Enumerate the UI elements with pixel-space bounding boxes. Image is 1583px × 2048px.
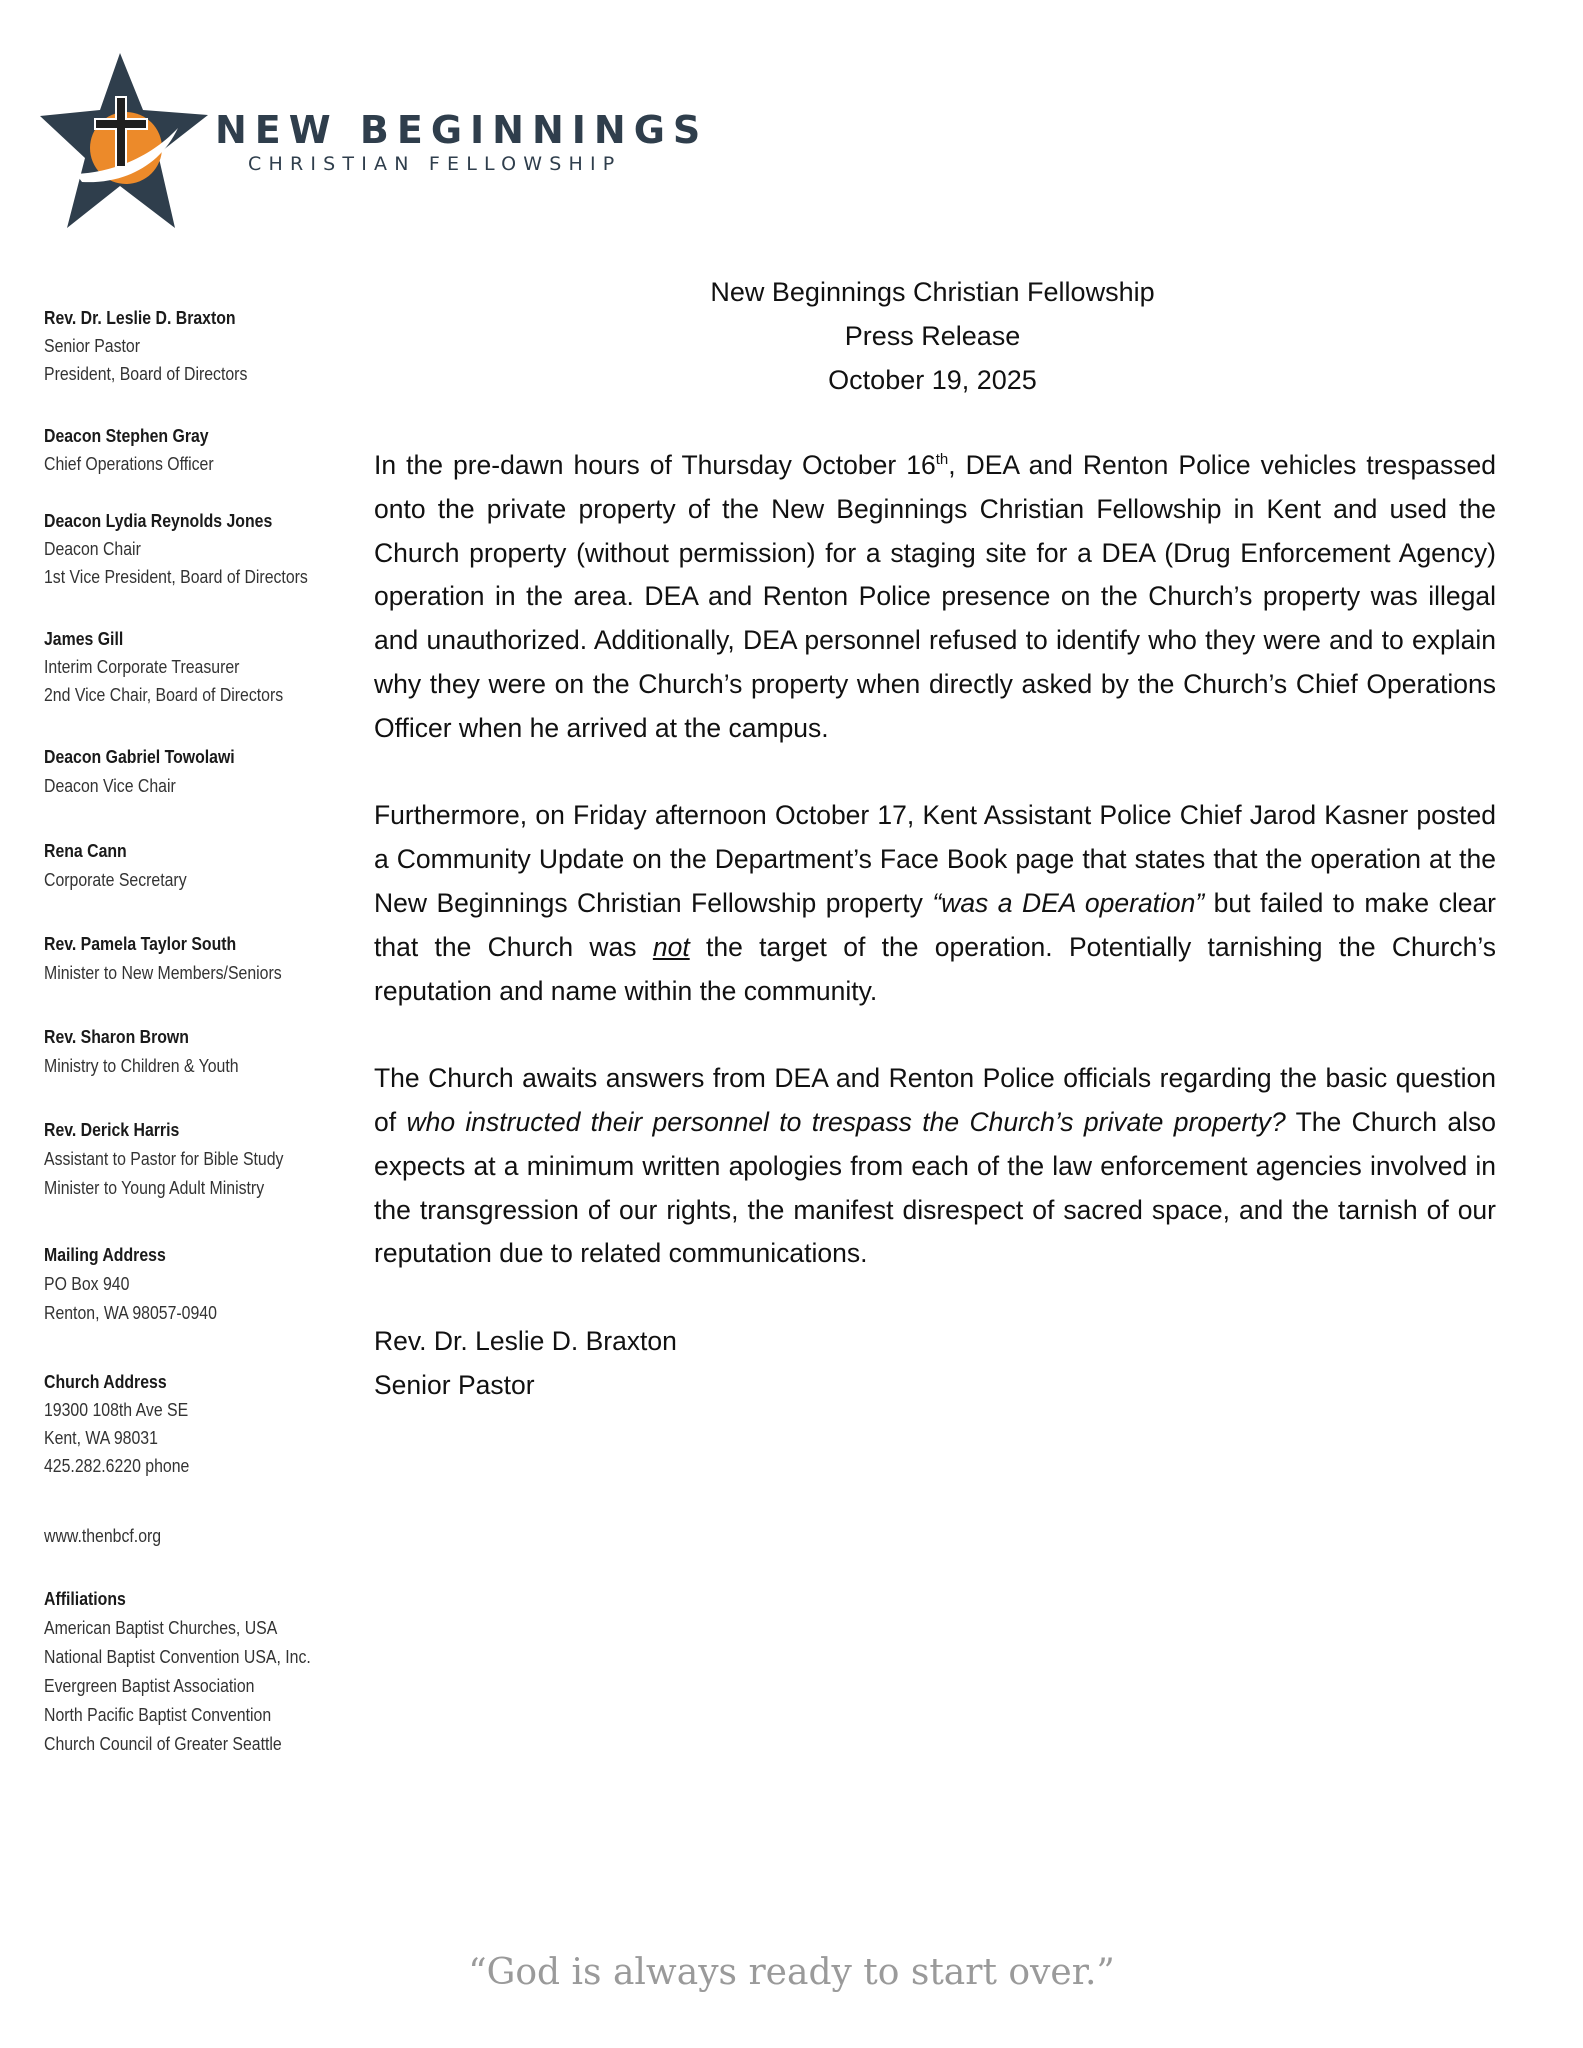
person-role: Minister to Young Adult Ministry xyxy=(44,1178,265,1198)
paragraph-2 xyxy=(374,794,1496,1013)
person-role: President, Board of Directors xyxy=(44,364,248,384)
trespass-question: who instructed their personnel to trespass the Church’s private property? xyxy=(406,1106,1286,1137)
sidebar-person xyxy=(44,422,237,478)
church-heading: Church Address xyxy=(44,1372,167,1392)
person-role: Minister to New Members/Seniors xyxy=(44,963,282,983)
sidebar-church-address xyxy=(44,1368,209,1480)
sidebar-person xyxy=(44,625,316,709)
dea-quote: “was a DEA operation” xyxy=(932,887,1205,918)
person-role: Ministry to Children & Youth xyxy=(44,1056,239,1076)
person-role: 1st Vice President, Board of Directors xyxy=(44,567,308,587)
ordinal-suffix: th xyxy=(935,451,949,469)
person-role: Deacon Chair xyxy=(44,539,141,559)
signature-block xyxy=(374,1320,1496,1408)
sidebar-person xyxy=(44,930,314,988)
church-line: Kent, WA 98031 xyxy=(44,1428,158,1448)
logo-subtitle: CHRISTIAN FELLOWSHIP xyxy=(248,153,622,175)
person-role: Deacon Vice Chair xyxy=(44,776,176,796)
paragraph-3-text: The Church also expects at a minimum written apologies from each of the law enforcement agencies involved in the transgression of our rights, the manifest disrespect of sacred space, and the tarnish of our reputation due to related communications. xyxy=(374,1106,1496,1269)
mailing-line: Renton, WA 98057-0940 xyxy=(44,1303,217,1323)
person-name: Deacon Lydia Reynolds Jones xyxy=(44,511,273,531)
affiliation-item: American Baptist Churches, USA xyxy=(44,1618,278,1638)
affiliation-item: National Baptist Convention USA, Inc. xyxy=(44,1647,311,1667)
website-link: www.thenbcf.org xyxy=(44,1526,162,1546)
sidebar-affiliations xyxy=(44,1585,347,1759)
sidebar-mailing-address xyxy=(44,1241,240,1328)
affiliation-item: North Pacific Baptist Convention xyxy=(44,1705,272,1725)
affiliation-item: Evergreen Baptist Association xyxy=(44,1676,255,1696)
mailing-heading: Mailing Address xyxy=(44,1245,166,1265)
paragraph-3 xyxy=(374,1057,1496,1276)
signature-name: Rev. Dr. Leslie D. Braxton xyxy=(374,1325,677,1356)
star-cross-logo-icon xyxy=(40,48,210,233)
person-role: Interim Corporate Treasurer xyxy=(44,657,240,677)
press-release-header xyxy=(370,270,1495,402)
paragraph-1 xyxy=(374,444,1496,751)
sidebar-person xyxy=(44,304,275,388)
person-name: Rev. Pamela Taylor South xyxy=(44,934,237,954)
letterhead-logo xyxy=(40,48,709,238)
sidebar-person xyxy=(44,837,206,895)
sidebar-person xyxy=(44,1116,316,1203)
document-type: Press Release xyxy=(844,321,1021,351)
release-date: October 19, 2025 xyxy=(828,365,1037,395)
person-role: Corporate Secretary xyxy=(44,870,187,890)
person-name: Rev. Sharon Brown xyxy=(44,1027,189,1047)
paragraph-1-text: , DEA and Renton Police vehicles trespassed onto the private property of the New Beginnings Christian Fellowship in Kent and used the Church property (without permission) for a staging site for a DEA (Drug Enforcement Agency) operation in the area. DEA and Renton Police presence on the Church’s property was illegal and unauthorized. Additionally, DEA personnel refused to identify who they were and to explain why they were on the Church’s property when directly asked by the Church’s Chief Operations Officer when he arrived at the campus. xyxy=(374,450,1496,743)
paragraph-2-text: but failed to make clear that the Church was xyxy=(374,887,1497,962)
person-name: Rena Cann xyxy=(44,841,127,861)
logo-title: NEW BEGINNINGS xyxy=(215,108,709,152)
person-role: Assistant to Pastor for Bible Study xyxy=(44,1149,284,1169)
affiliation-item: Church Council of Greater Seattle xyxy=(44,1734,282,1754)
church-phone: 425.282.6220 phone xyxy=(44,1456,190,1476)
press-release-body xyxy=(374,444,1496,1408)
paragraph-2-text: Furthermore, on Friday afternoon October 17, Kent Assistant Police Chief Jarod Kasner posted a Community Update on the Department’s Face Book page that states that the operation at the New Beginnings Christian Fellowship property xyxy=(374,800,1496,918)
sidebar-person xyxy=(44,743,261,801)
org-name: New Beginnings Christian Fellowship xyxy=(710,277,1155,307)
sidebar-person xyxy=(44,507,344,591)
person-name: James Gill xyxy=(44,629,124,649)
person-role: Chief Operations Officer xyxy=(44,454,214,474)
person-role: Senior Pastor xyxy=(44,336,140,356)
affiliations-heading: Affiliations xyxy=(44,1589,126,1609)
signature-title: Senior Pastor xyxy=(374,1369,535,1400)
person-name: Deacon Stephen Gray xyxy=(44,426,209,446)
paragraph-1-text: In the pre-dawn hours of Thursday October 16 xyxy=(374,450,936,480)
emphasis-not: not xyxy=(652,931,690,962)
person-name: Deacon Gabriel Towolawi xyxy=(44,747,235,767)
person-role: 2nd Vice Chair, Board of Directors xyxy=(44,685,284,705)
person-name: Rev. Dr. Leslie D. Braxton xyxy=(44,308,236,328)
footer-quote: “God is always ready to start over.” xyxy=(468,1952,1115,1993)
church-line: 19300 108th Ave SE xyxy=(44,1400,189,1420)
paragraph-2-text: the target of the operation. Potentially tarnishing the Church’s reputation and name within the community. xyxy=(374,931,1496,1006)
mailing-line: PO Box 940 xyxy=(44,1274,130,1294)
paragraph-3-text: The Church awaits answers from DEA and Renton Police officials regarding the basic question of xyxy=(374,1063,1496,1137)
sidebar-person xyxy=(44,1023,265,1081)
person-name: Rev. Derick Harris xyxy=(44,1120,180,1140)
sidebar-website xyxy=(44,1522,177,1550)
